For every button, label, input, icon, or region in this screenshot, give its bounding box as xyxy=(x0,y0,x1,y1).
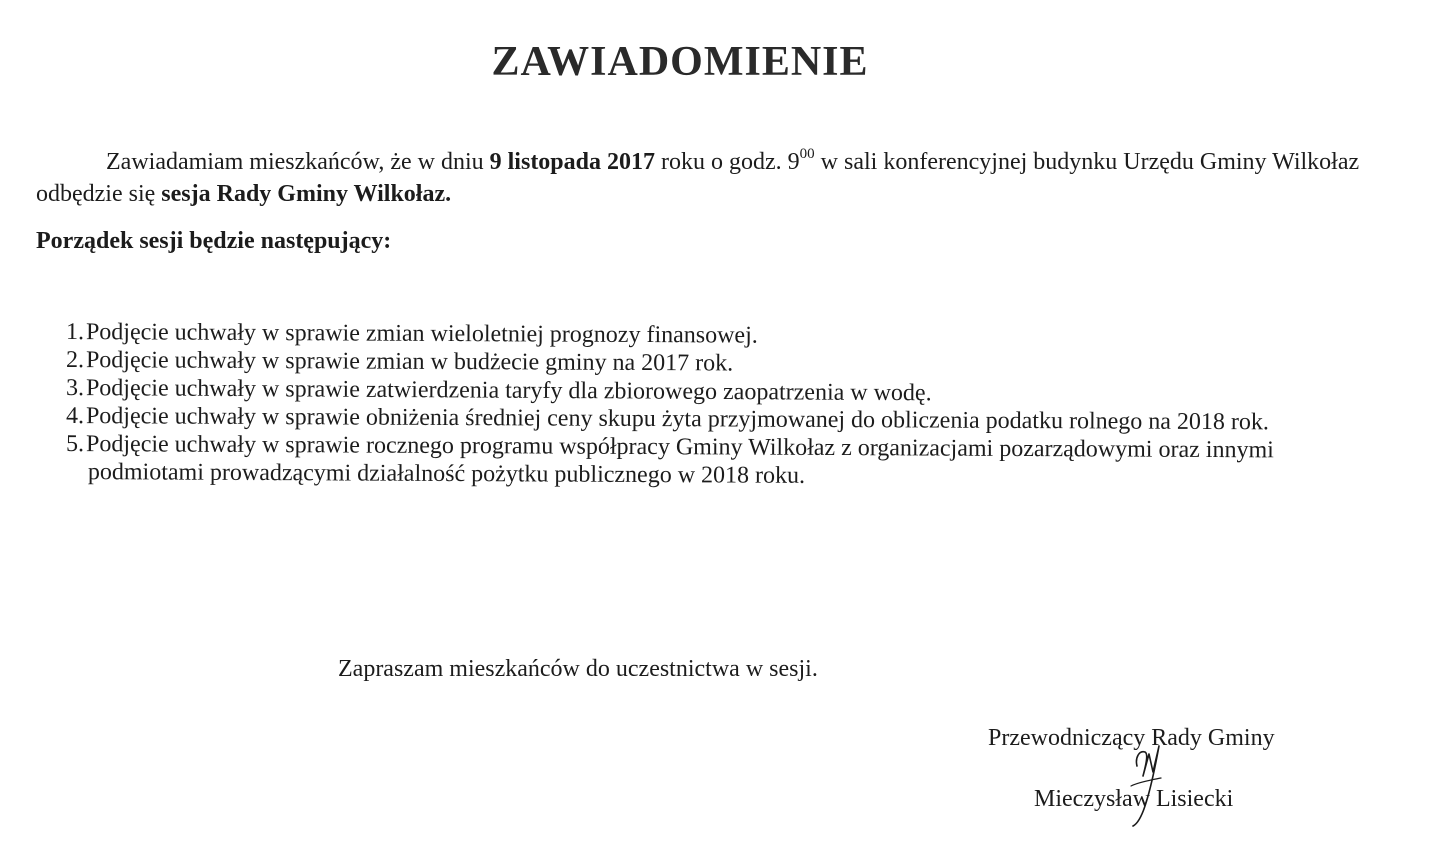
intro-text-1: Zawiadamiam mieszkańców, że w dniu xyxy=(106,149,490,175)
document-title: ZAWIADOMIENIE xyxy=(491,39,869,85)
agenda-item-number: 1. xyxy=(65,319,85,346)
agenda-item-number: 2. xyxy=(65,347,85,374)
signatory-name: Mieczysław Lisiecki xyxy=(1034,786,1234,812)
agenda-item-number: 5. xyxy=(66,431,85,458)
intro-text-3: w sali konferencyjnej budynku Urzędu Gminy Wilkołaz odbędzie się xyxy=(36,149,1360,207)
session-name: sesja Rady Gminy Wilkołaz. xyxy=(161,181,452,207)
agenda-item-text: Podjęcie uchwały w sprawie zatwierdzenia taryfy dla zbiorowego zaopatrzenia w wodę. xyxy=(85,375,932,407)
agenda-list xyxy=(65,318,1426,489)
invitation-text: Zapraszam mieszkańców do uczestnictwa w sesji. xyxy=(338,656,818,682)
agenda-item-text: Podjęcie uchwały w sprawie zmian wieloletniej prognozy finansowej. xyxy=(85,319,758,349)
agenda-item-number: 3. xyxy=(65,375,85,402)
intro-text-2: roku o godz. 9 xyxy=(655,149,800,175)
agenda-item-text: Podjęcie uchwały w sprawie rocznego programu współpracy Gminy Wilkołaz z organizacjami pozarządowymi oraz innymi xyxy=(86,431,1274,464)
meeting-time-minutes: 00 xyxy=(799,146,815,162)
agenda-item-text: Podjęcie uchwały w sprawie zmian w budżecie gminy na 2017 rok. xyxy=(85,347,734,377)
agenda-item-continuation: podmiotami prowadzącymi działalność pożytku publicznego w 2018 roku. xyxy=(87,459,806,489)
agenda-heading: Porządek sesji będzie następujący: xyxy=(36,228,392,254)
signatory-role: Przewodniczący Rady Gminy xyxy=(988,725,1275,751)
intro-paragraph xyxy=(36,140,1416,210)
agenda-item xyxy=(66,430,1426,493)
agenda-item-text: Podjęcie uchwały w sprawie obniżenia średniej ceny skupu żyta przyjmowanej do obliczenia podatku rolnego na 2018 rok. xyxy=(85,403,1270,436)
handwritten-signature-icon xyxy=(1115,728,1175,828)
agenda-item-number: 4. xyxy=(65,403,85,430)
meeting-date: 9 listopada 2017 xyxy=(489,149,656,175)
